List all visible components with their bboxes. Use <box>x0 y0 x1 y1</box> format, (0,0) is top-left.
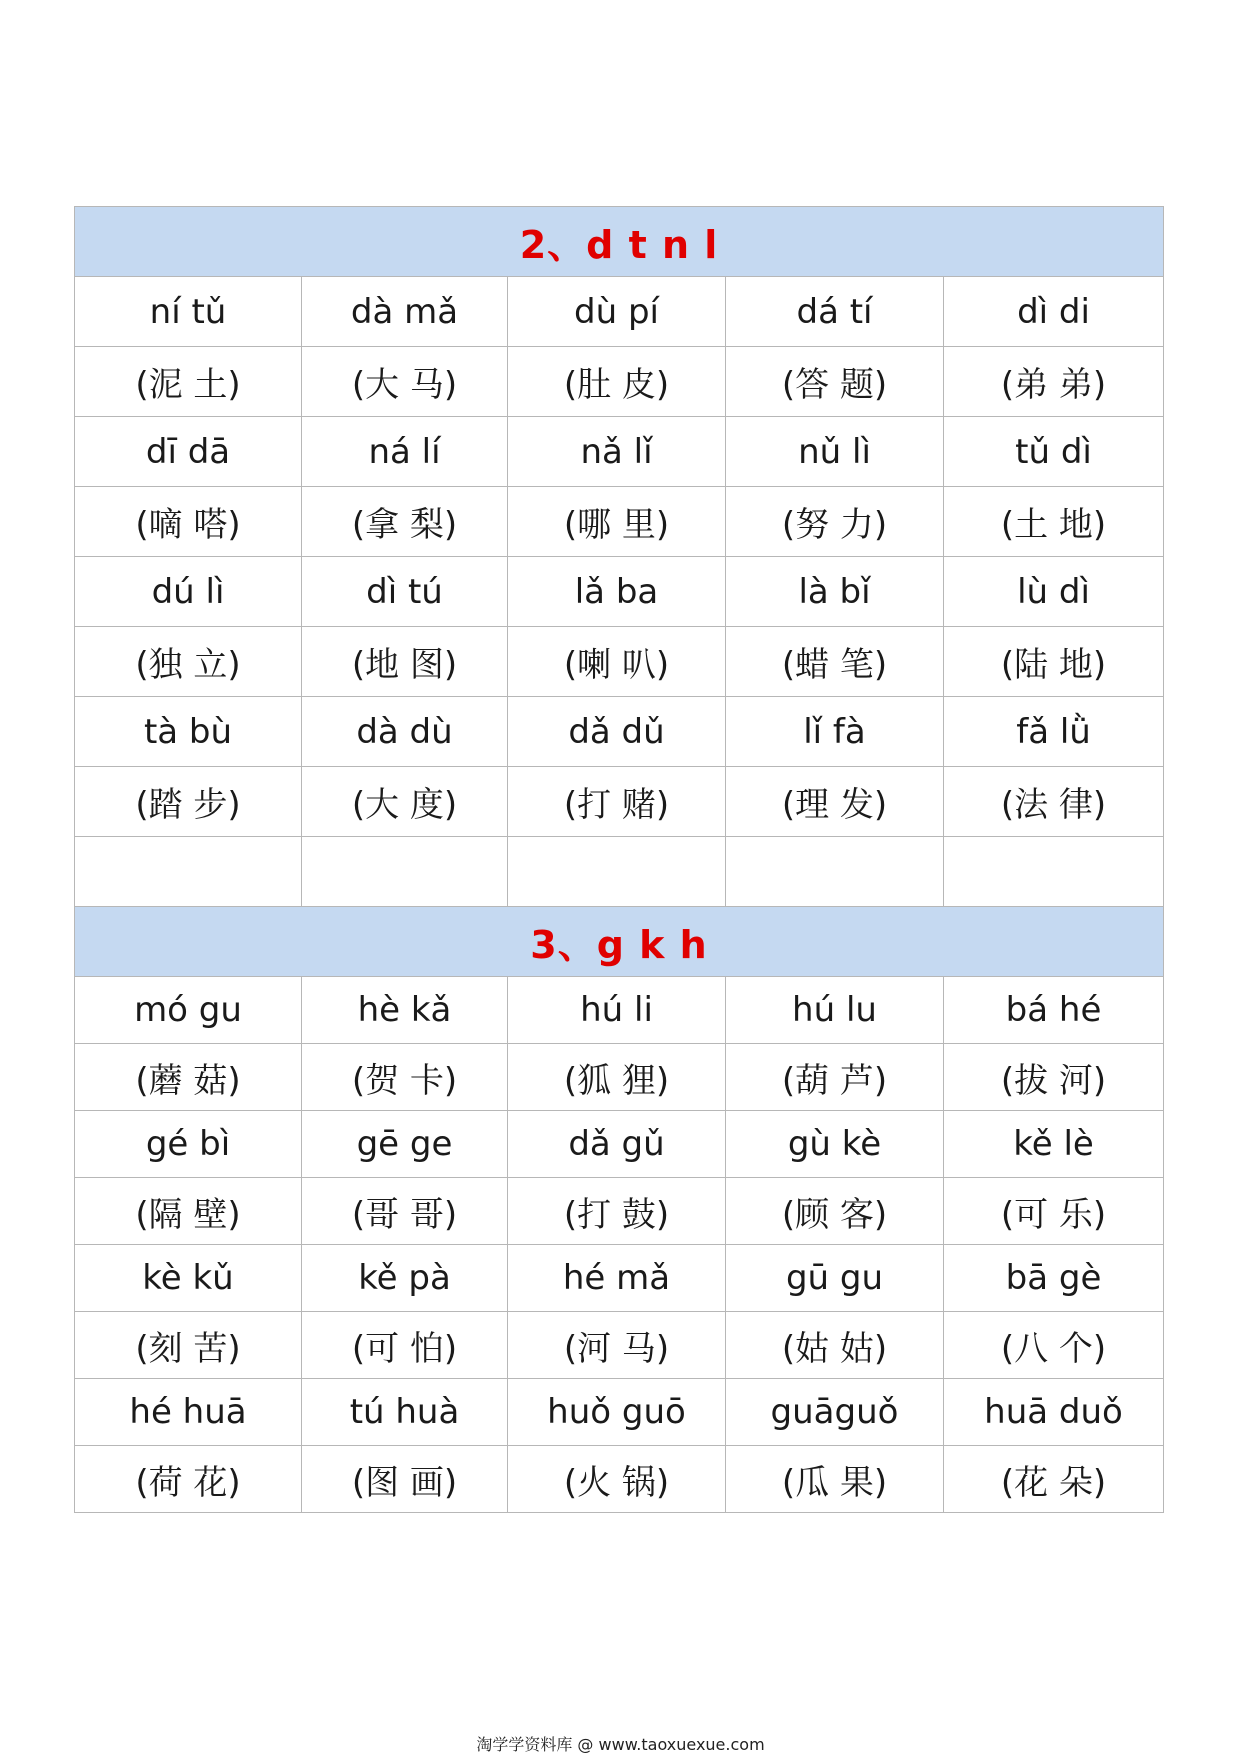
pinyin-cell <box>302 837 508 907</box>
hanzi-cell: (理 发) <box>726 767 944 837</box>
pinyin-cell: hé huā <box>75 1379 302 1446</box>
table-row <box>75 277 1164 347</box>
table-row <box>75 1379 1164 1446</box>
pinyin-cell: dà mǎ <box>302 277 508 347</box>
table-row <box>75 487 1164 557</box>
hanzi-cell: (努 力) <box>726 487 944 557</box>
hanzi-cell: (荷 花) <box>75 1446 302 1513</box>
hanzi-cell: (八 个) <box>944 1312 1164 1379</box>
pinyin-cell: dì di <box>944 277 1164 347</box>
pinyin-cell: guāguǒ <box>726 1379 944 1446</box>
hanzi-cell: (蘑 菇) <box>75 1044 302 1111</box>
pinyin-cell <box>75 837 302 907</box>
footer-watermark: 淘学学资料库 @ www.taoxuexue.com <box>476 1735 765 1754</box>
table-row <box>75 1044 1164 1111</box>
pinyin-cell: dǎ gǔ <box>508 1111 726 1178</box>
pinyin-cell: hè kǎ <box>302 977 508 1044</box>
hanzi-cell: (打 赌) <box>508 767 726 837</box>
hanzi-cell: (葫 芦) <box>726 1044 944 1111</box>
hanzi-cell: (蜡 笔) <box>726 627 944 697</box>
hanzi-cell: (可 怕) <box>302 1312 508 1379</box>
pinyin-cell: tà bù <box>75 697 302 767</box>
pinyin-cell: kè kǔ <box>75 1245 302 1312</box>
hanzi-cell: (大 马) <box>302 347 508 417</box>
pinyin-cell: dú lì <box>75 557 302 627</box>
table-row <box>75 1111 1164 1178</box>
hanzi-cell: (花 朵) <box>944 1446 1164 1513</box>
pinyin-cell: fǎ lǜ <box>944 697 1164 767</box>
pinyin-cell: gé bì <box>75 1111 302 1178</box>
hanzi-cell: (隔 壁) <box>75 1178 302 1245</box>
table-row <box>75 1245 1164 1312</box>
hanzi-cell: (陆 地) <box>944 627 1164 697</box>
hanzi-cell: (贺 卡) <box>302 1044 508 1111</box>
hanzi-cell: (哪 里) <box>508 487 726 557</box>
hanzi-cell: (泥 土) <box>75 347 302 417</box>
pinyin-cell: ná lí <box>302 417 508 487</box>
pinyin-cell: lù dì <box>944 557 1164 627</box>
pinyin-cell: nǎ lǐ <box>508 417 726 487</box>
pinyin-cell: lǐ fà <box>726 697 944 767</box>
hanzi-cell: (土 地) <box>944 487 1164 557</box>
hanzi-cell: (可 乐) <box>944 1178 1164 1245</box>
hanzi-cell: (法 律) <box>944 767 1164 837</box>
pinyin-cell: là bǐ <box>726 557 944 627</box>
hanzi-cell: (狐 狸) <box>508 1044 726 1111</box>
pinyin-cell: dà dù <box>302 697 508 767</box>
pinyin-cell: dá tí <box>726 277 944 347</box>
section-title: 3、g k h <box>75 907 1164 977</box>
pinyin-cell: dǎ dǔ <box>508 697 726 767</box>
hanzi-cell: (拔 河) <box>944 1044 1164 1111</box>
pinyin-cell: dī dā <box>75 417 302 487</box>
hanzi-cell: (拿 梨) <box>302 487 508 557</box>
hanzi-cell: (哥 哥) <box>302 1178 508 1245</box>
table-row <box>75 417 1164 487</box>
section-title: 2、d t n l <box>75 207 1164 277</box>
pinyin-cell: gē ge <box>302 1111 508 1178</box>
hanzi-cell: (大 度) <box>302 767 508 837</box>
pinyin-cell: gù kè <box>726 1111 944 1178</box>
pinyin-cell <box>726 837 944 907</box>
table-row <box>75 697 1164 767</box>
table-row <box>75 347 1164 417</box>
pinyin-cell: tǔ dì <box>944 417 1164 487</box>
section-header-row <box>75 207 1164 277</box>
hanzi-cell: (嘀 嗒) <box>75 487 302 557</box>
section-header-row <box>75 907 1164 977</box>
pinyin-cell: hé mǎ <box>508 1245 726 1312</box>
hanzi-cell: (肚 皮) <box>508 347 726 417</box>
pinyin-cell: huā duǒ <box>944 1379 1164 1446</box>
pinyin-cell: nǔ lì <box>726 417 944 487</box>
pinyin-worksheet <box>74 206 1163 1513</box>
hanzi-cell: (河 马) <box>508 1312 726 1379</box>
pinyin-table <box>74 206 1164 1513</box>
pinyin-cell: dì tú <box>302 557 508 627</box>
table-row <box>75 977 1164 1044</box>
pinyin-cell: mó gu <box>75 977 302 1044</box>
hanzi-cell: (喇 叭) <box>508 627 726 697</box>
pinyin-cell: dù pí <box>508 277 726 347</box>
hanzi-cell: (地 图) <box>302 627 508 697</box>
table-row <box>75 627 1164 697</box>
pinyin-cell: gū gu <box>726 1245 944 1312</box>
hanzi-cell: (火 锅) <box>508 1446 726 1513</box>
hanzi-cell: (顾 客) <box>726 1178 944 1245</box>
table-row <box>75 1178 1164 1245</box>
hanzi-cell: (答 题) <box>726 347 944 417</box>
pinyin-cell: kě pà <box>302 1245 508 1312</box>
pinyin-cell: huǒ guō <box>508 1379 726 1446</box>
hanzi-cell: (弟 弟) <box>944 347 1164 417</box>
table-row <box>75 557 1164 627</box>
hanzi-cell: (姑 姑) <box>726 1312 944 1379</box>
hanzi-cell: (瓜 果) <box>726 1446 944 1513</box>
table-row <box>75 767 1164 837</box>
hanzi-cell: (打 鼓) <box>508 1178 726 1245</box>
pinyin-cell: ní tǔ <box>75 277 302 347</box>
hanzi-cell: (刻 苦) <box>75 1312 302 1379</box>
pinyin-cell <box>508 837 726 907</box>
pinyin-cell: lǎ ba <box>508 557 726 627</box>
hanzi-cell: (踏 步) <box>75 767 302 837</box>
table-row <box>75 1312 1164 1379</box>
pinyin-cell: bā gè <box>944 1245 1164 1312</box>
pinyin-cell <box>944 837 1164 907</box>
pinyin-cell: hú li <box>508 977 726 1044</box>
pinyin-cell: tú huà <box>302 1379 508 1446</box>
pinyin-cell: bá hé <box>944 977 1164 1044</box>
pinyin-cell: kě lè <box>944 1111 1164 1178</box>
hanzi-cell: (图 画) <box>302 1446 508 1513</box>
hanzi-cell: (独 立) <box>75 627 302 697</box>
table-row <box>75 1446 1164 1513</box>
pinyin-cell: hú lu <box>726 977 944 1044</box>
table-row <box>75 837 1164 907</box>
